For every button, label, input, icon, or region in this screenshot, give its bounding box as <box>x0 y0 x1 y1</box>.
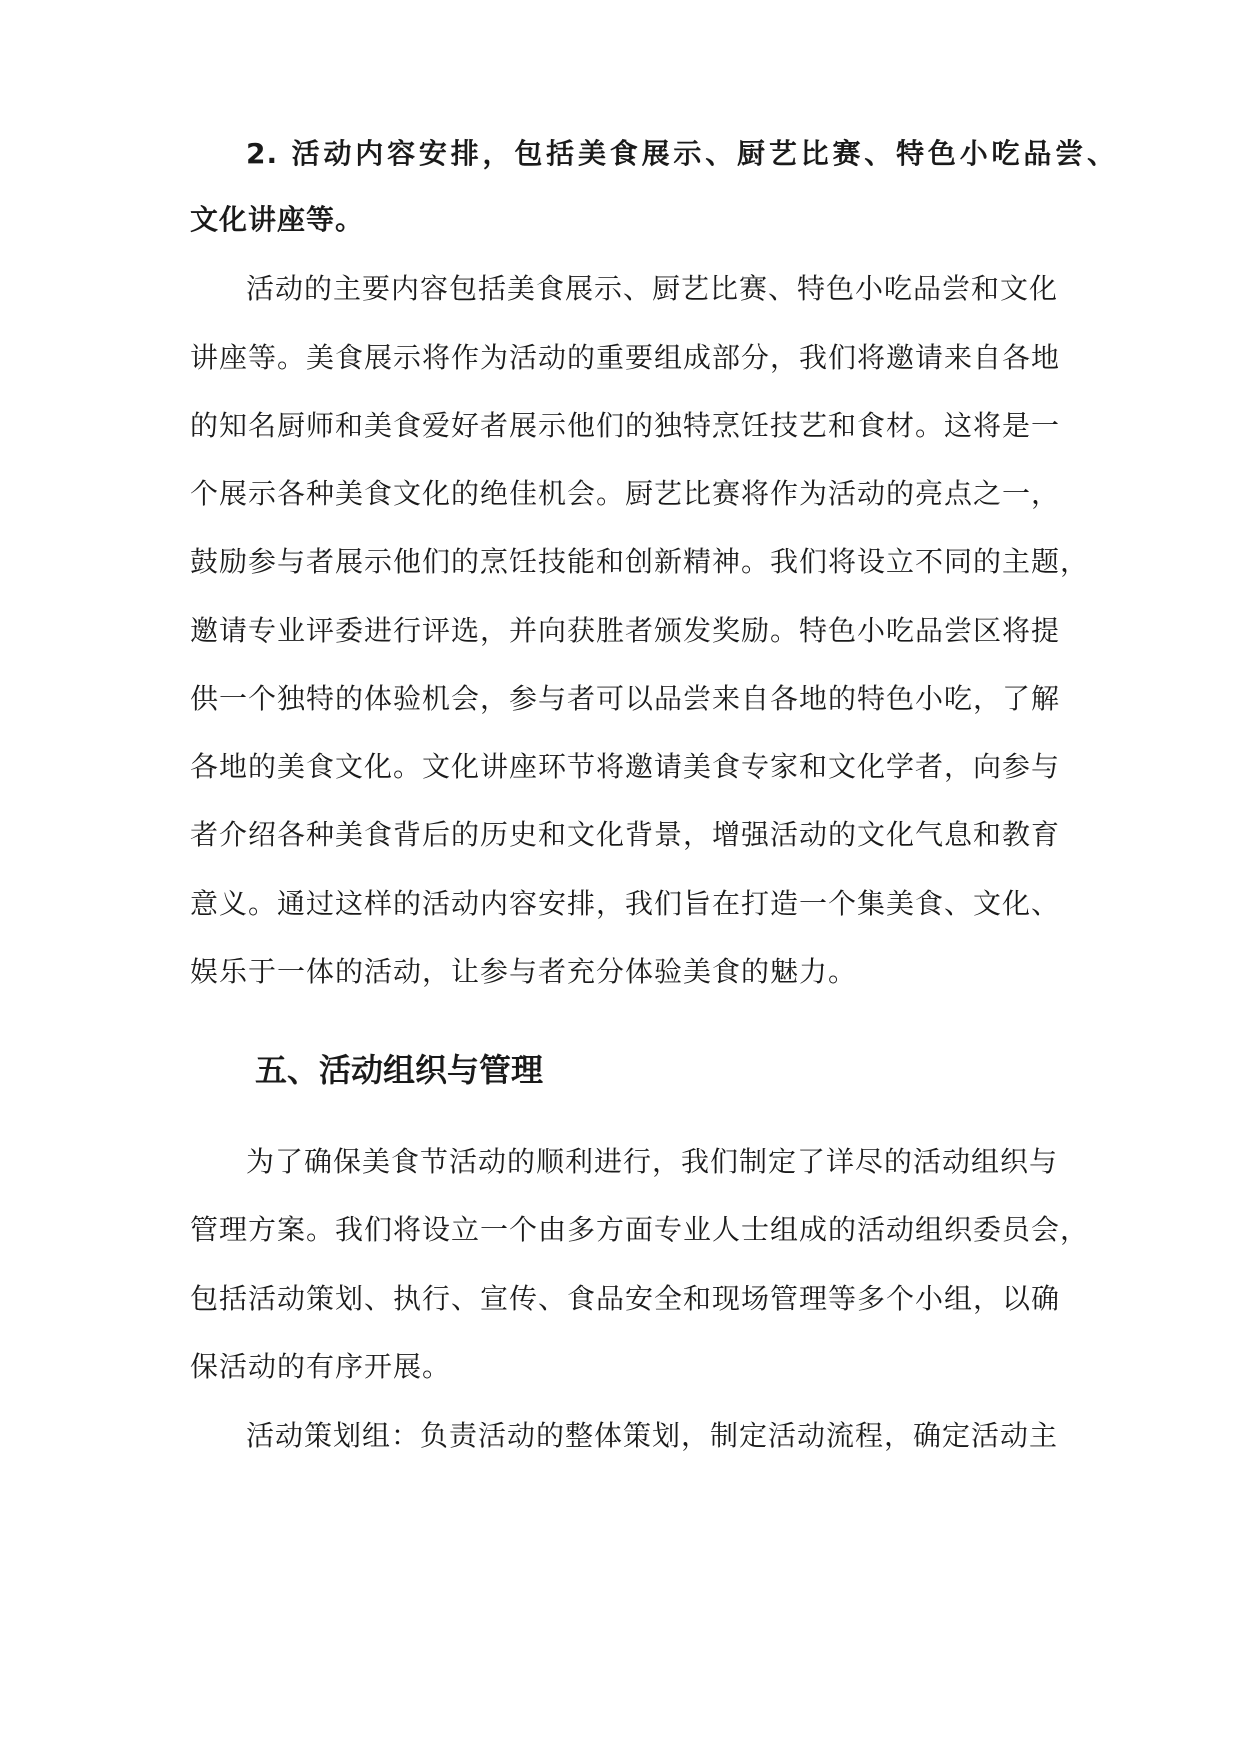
section-heading: 五、活动组织与管理 <box>255 1051 544 1089</box>
paragraph-1-line: 个展示各种美食文化的绝佳机会。厨艺比赛将作为活动的亮点之一， <box>190 477 1061 510</box>
paragraph-1-line: 者介绍各种美食背后的历史和文化背景，增强活动的文化气息和教育 <box>190 818 1061 851</box>
paragraph-1-line: 活动的主要内容包括美食展示、厨艺比赛、特色小吃品尝和文化 <box>246 272 1059 305</box>
paragraph-2-line: 保活动的有序开展。 <box>190 1350 452 1383</box>
section-item-line-2: 文化讲座等。 <box>190 203 365 236</box>
paragraph-3-line: 活动策划组：负责活动的整体策划，制定活动流程，确定活动主 <box>246 1419 1059 1452</box>
paragraph-2-line: 管理方案。我们将设立一个由多方面专业人士组成的活动组织委员会， <box>190 1213 1090 1246</box>
paragraph-2-line: 包括活动策划、执行、宣传、食品安全和现场管理等多个小组，以确 <box>190 1282 1061 1315</box>
paragraph-1-line: 娱乐于一体的活动，让参与者充分体验美食的魅力。 <box>190 955 858 988</box>
paragraph-1-line: 鼓励参与者展示他们的烹饪技能和创新精神。我们将设立不同的主题， <box>190 545 1090 578</box>
paragraph-1-line: 的知名厨师和美食爱好者展示他们的独特烹饪技艺和食材。这将是一 <box>190 409 1061 442</box>
section-item-line-1: 2. 活动内容安排，包括美食展示、厨艺比赛、特色小吃品尝、 <box>246 137 1116 170</box>
paragraph-1-line: 供一个独特的体验机会，参与者可以品尝来自各地的特色小吃，了解 <box>190 682 1061 715</box>
paragraph-1-line: 讲座等。美食展示将作为活动的重要组成部分，我们将邀请来自各地 <box>190 341 1061 374</box>
paragraph-1-line: 邀请专业评委进行评选，并向获胜者颁发奖励。特色小吃品尝区将提 <box>190 614 1061 647</box>
paragraph-1-line: 各地的美食文化。文化讲座环节将邀请美食专家和文化学者，向参与 <box>190 750 1061 783</box>
paragraph-1-line: 意义。通过这样的活动内容安排，我们旨在打造一个集美食、文化、 <box>190 887 1061 920</box>
paragraph-2-line: 为了确保美食节活动的顺利进行，我们制定了详尽的活动组织与 <box>246 1145 1059 1178</box>
